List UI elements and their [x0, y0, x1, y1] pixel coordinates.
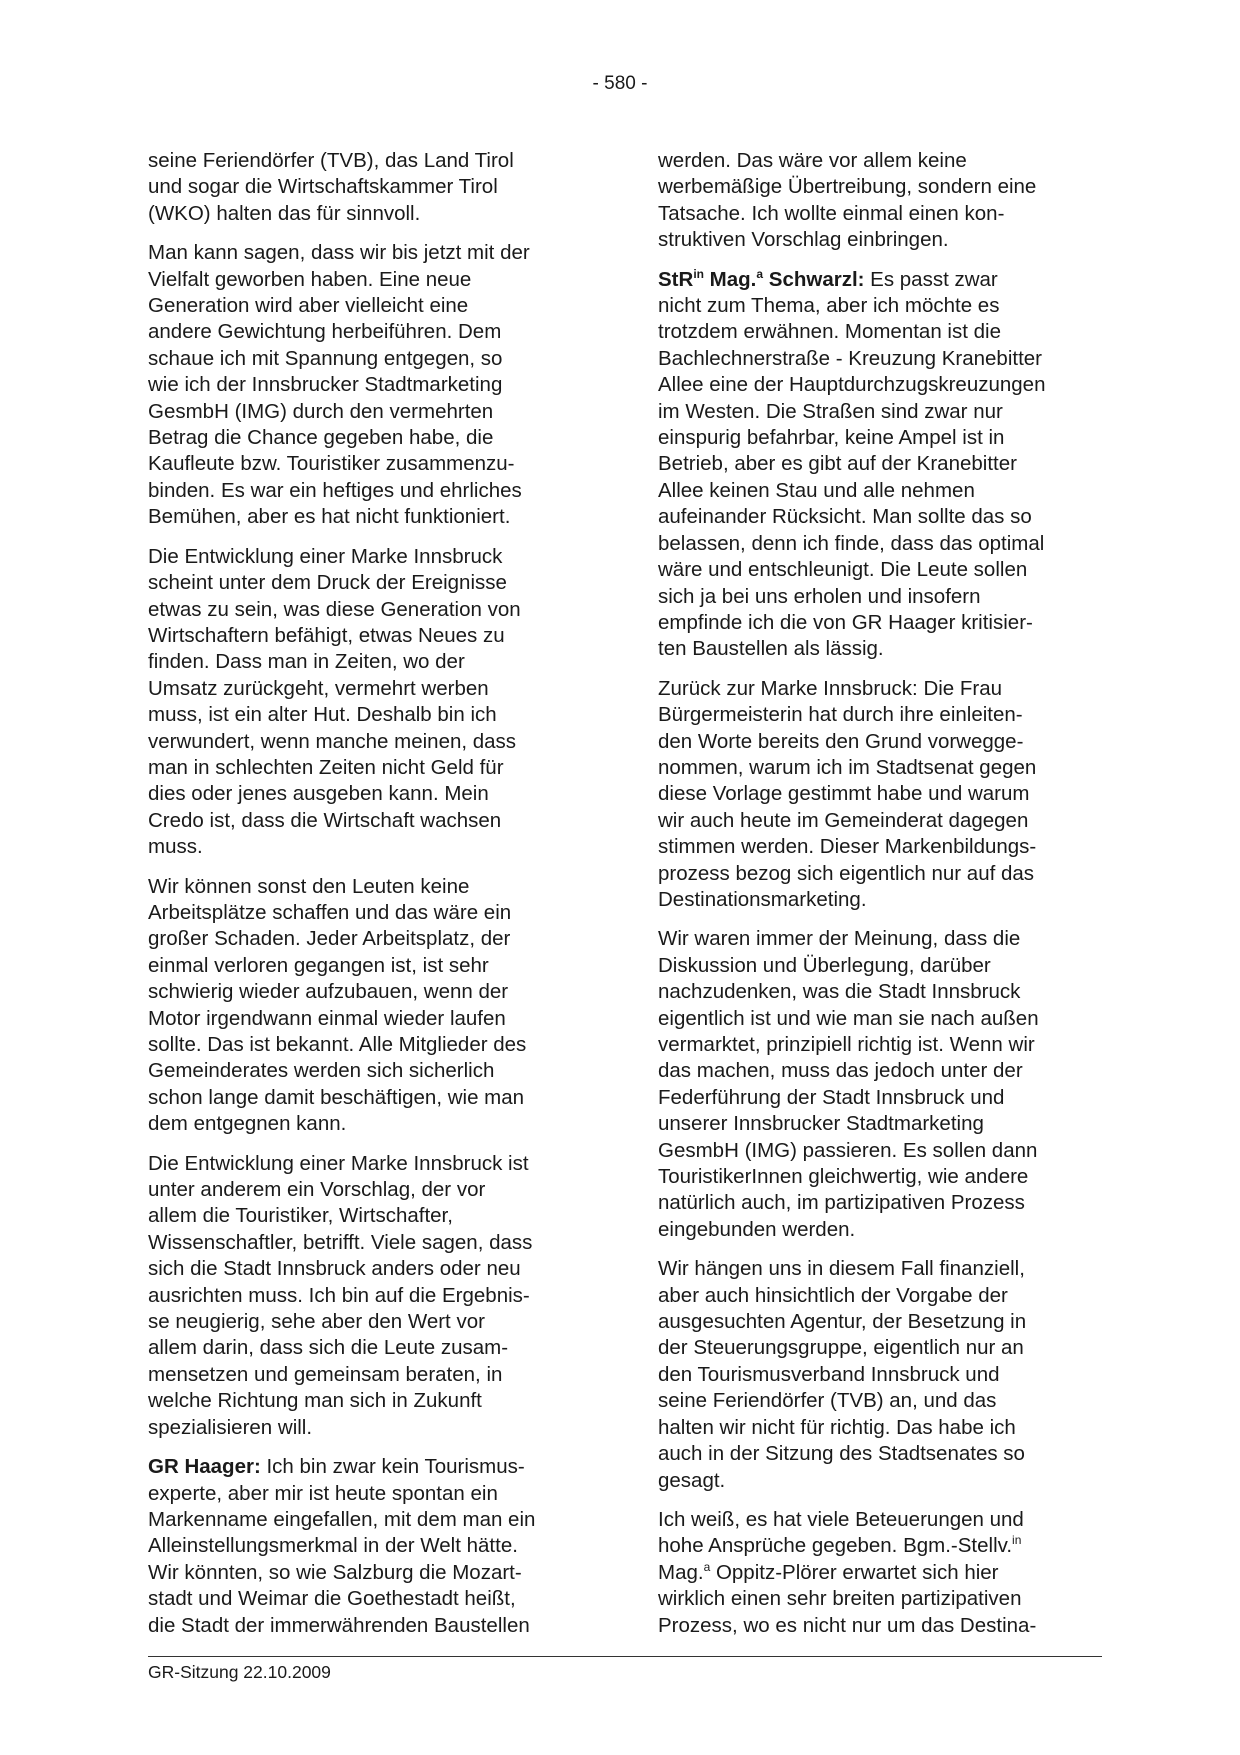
paragraph-str-schwarzl: [658, 267, 1098, 663]
text-line: Allee eine der Hauptdurchzugskreuzungen: [658, 373, 1046, 397]
text-line: werden. Das wäre vor allem keine: [658, 149, 967, 172]
text-line: TouristikerInnen gleichwertig, wie andere: [658, 1165, 1029, 1189]
text-line: den Worte bereits den Grund vorwegge-: [658, 729, 1024, 753]
speaker-part: StR: [658, 267, 694, 291]
text-line: werbemäßige Übertreibung, sondern eine: [658, 175, 1037, 199]
paragraph: [148, 544, 588, 861]
text-line: Umsatz zurückgeht, vermehrt werben: [148, 676, 489, 700]
paragraph: [148, 240, 588, 530]
text-line: etwas zu sein, was diese Generation von: [148, 597, 521, 621]
text-line: sich die Stadt Innsbruck anders oder neu: [148, 1257, 521, 1281]
text-line: Motor irgendwann einmal wieder laufen: [148, 1006, 506, 1030]
text-line: Wir hängen uns in diesem Fall finanziell,: [658, 1257, 1025, 1281]
text-line: struktiven Vorschlag einbringen.: [658, 228, 949, 252]
text-line: se neugierig, sehe aber den Wert vor: [148, 1310, 485, 1334]
text-line: ausrichten muss. Ich bin auf die Ergebnis-: [148, 1283, 530, 1307]
paragraph: [658, 1256, 1098, 1494]
text-line: Wir können sonst den Leuten keine: [148, 874, 470, 898]
text-line: Federführung der Stadt Innsbruck und: [658, 1085, 1005, 1109]
text-line: Wir waren immer der Meinung, dass die: [658, 927, 1021, 951]
text-line: Bemühen, aber es hat nicht funktioniert.: [148, 505, 511, 529]
text-line: unserer Innsbrucker Stadtmarketing: [658, 1112, 984, 1136]
text-line: großer Schaden. Jeder Arbeitsplatz, der: [148, 927, 511, 951]
paragraph: [148, 874, 588, 1138]
text-line: Die Entwicklung einer Marke Innsbruck ist: [148, 1151, 529, 1175]
text-line: spezialisieren will.: [148, 1415, 313, 1439]
text-line: Arbeitsplätze schaffen und das wäre ein: [148, 900, 512, 924]
text-line: Vielfalt geworben haben. Eine neue: [148, 267, 472, 291]
text-line: eigentlich ist und wie man sie nach außen: [658, 1006, 1039, 1030]
text-line: welche Richtung man sich in Zukunft: [148, 1389, 482, 1413]
text-line: Credo ist, dass die Wirtschaft wachsen: [148, 808, 502, 832]
text-line: belassen, denn ich finde, dass das optimal: [658, 531, 1045, 555]
footer-session-date: GR-Sitzung 22.10.2009: [148, 1662, 331, 1682]
text-line: der Steuerungsgruppe, eigentlich nur an: [658, 1336, 1024, 1360]
text-line: Kaufleute bzw. Touristiker zusammenzu-: [148, 452, 515, 476]
text-line: experte, aber mir ist heute spontan ein: [148, 1481, 498, 1505]
paragraph: [658, 676, 1098, 914]
text-line: Zurück zur Marke Innsbruck: Die Frau: [658, 676, 1003, 700]
text-line: nommen, warum ich im Stadtsenat gegen: [658, 755, 1037, 779]
text-line: Markenname eingefallen, mit dem man ein: [148, 1507, 536, 1531]
text-line: prozess bezog sich eigentlich nur auf das: [658, 861, 1035, 885]
text-line: seine Feriendörfer (TVB), das Land Tirol: [148, 149, 514, 172]
text-line: nachzudenken, was die Stadt Innsbruck: [658, 980, 1021, 1004]
text-fragment: Ich bin zwar kein Tourismus-: [260, 1455, 525, 1479]
paragraph-gr-haager: [148, 1454, 588, 1639]
speaker-part: Schwarzl:: [763, 267, 865, 291]
paragraph: [658, 148, 1098, 254]
text-line: allem darin, dass sich die Leute zusam-: [148, 1336, 509, 1360]
text-line: dies oder jenes ausgeben kann. Mein: [148, 782, 489, 806]
text-line: den Tourismusverband Innsbruck und: [658, 1362, 1000, 1386]
text-line: Diskussion und Überlegung, darüber: [658, 953, 991, 977]
text-line: Destinationsmarketing.: [658, 887, 867, 911]
superscript: a: [703, 1559, 711, 1574]
text-line: Wir könnten, so wie Salzburg die Mozart-: [148, 1560, 522, 1584]
left-column: [148, 148, 588, 1652]
superscript: a: [756, 266, 764, 281]
text-line: halten wir nicht für richtig. Das habe ich: [658, 1415, 1016, 1439]
text-line: Man kann sagen, dass wir bis jetzt mit der: [148, 241, 530, 265]
text-line: im Westen. Die Straßen sind zwar nur: [658, 399, 1003, 423]
text-line: mensetzen und gemeinsam beraten, in: [148, 1362, 503, 1386]
text-fragment: Mag.: [658, 1560, 704, 1584]
text-line: [658, 1560, 1098, 1586]
text-line: scheint unter dem Druck der Ereignisse: [148, 571, 507, 595]
text-line: eingebunden werden.: [658, 1217, 856, 1241]
text-line: ten Baustellen als lässig.: [658, 637, 884, 661]
speaker-name: GR Haager:: [148, 1455, 261, 1479]
text-line: Wissenschaftler, betrifft. Viele sagen, dass: [148, 1230, 533, 1254]
text-line: man in schlechten Zeiten nicht Geld für: [148, 755, 504, 779]
text-line: diese Vorlage gestimmt habe und warum: [658, 782, 1030, 806]
text-line: und sogar die Wirtschaftskammer Tirol: [148, 175, 498, 199]
text-line: seine Feriendörfer (TVB) an, und das: [658, 1389, 997, 1413]
text-line: Bachlechnerstraße - Kreuzung Kranebitter: [658, 346, 1043, 370]
text-line: nicht zum Thema, aber ich möchte es: [658, 294, 1000, 318]
text-line: gesagt.: [658, 1468, 726, 1492]
text-line: verwundert, wenn manche meinen, dass: [148, 729, 517, 753]
text-line: einmal verloren gegangen ist, ist sehr: [148, 953, 489, 977]
text-line: muss, ist ein alter Hut. Deshalb bin ich: [148, 703, 497, 727]
right-column: [658, 148, 1098, 1652]
text-line: GesmbH (IMG) durch den vermehrten: [148, 399, 494, 423]
text-line: [148, 1454, 588, 1480]
text-line: stadt und Weimar die Goethestadt heißt,: [148, 1587, 516, 1611]
text-line: stimmen werden. Dieser Markenbildungs-: [658, 835, 1037, 859]
text-line: (WKO) halten das für sinnvoll.: [148, 201, 421, 225]
text-line: Betrag die Chance gegeben habe, die: [148, 426, 494, 450]
text-line: Wirtschaftern befähigt, etwas Neues zu: [148, 623, 505, 647]
text-line: sollte. Das ist bekannt. Alle Mitglieder des: [148, 1033, 527, 1056]
text-line: vermarktet, prinzipiell richtig ist. Wenn wir: [658, 1033, 1035, 1056]
text-line: muss.: [148, 835, 203, 859]
text-line: wie ich der Innsbrucker Stadtmarketing: [148, 373, 503, 397]
text-line: Ich weiß, es hat viele Beteuerungen und: [658, 1507, 1024, 1531]
text-line: trotzdem erwähnen. Momentan ist die: [658, 320, 1001, 344]
text-line: schaue ich mit Spannung entgegen, so: [148, 346, 503, 370]
text-line: schwierig wieder aufzubauen, wenn der: [148, 980, 509, 1004]
text-line: aufeinander Rücksicht. Man sollte das so: [658, 505, 1032, 529]
text-line: Prozess, wo es nicht nur um das Destina-: [658, 1613, 1037, 1637]
text-line: schon lange damit beschäftigen, wie man: [148, 1085, 525, 1109]
text-fragment: Es passt zwar: [864, 267, 998, 291]
text-line: wäre und entschleunigt. Die Leute sollen: [658, 558, 1028, 582]
superscript: in: [693, 266, 704, 281]
text-line: ausgesuchten Agentur, der Besetzung in: [658, 1310, 1027, 1334]
page-number: - 580 -: [592, 73, 648, 94]
text-fragment: Oppitz-Plörer erwartet sich hier: [710, 1560, 999, 1584]
text-line: allem die Touristiker, Wirtschafter,: [148, 1204, 453, 1228]
footer-divider: [148, 1656, 1102, 1657]
speaker-part: Mag.: [703, 267, 757, 291]
text-line: Tatsache. Ich wollte einmal einen kon-: [658, 201, 1005, 225]
text-line: unter anderem ein Vorschlag, der vor: [148, 1178, 486, 1202]
text-line: auch in der Sitzung des Stadtsenates so: [658, 1442, 1025, 1466]
text-line: [658, 1533, 1098, 1559]
text-line: einspurig befahrbar, keine Ampel ist in: [658, 426, 1005, 450]
text-line: natürlich auch, im partizipativen Prozess: [658, 1191, 1025, 1215]
text-fragment: hohe Ansprüche gegeben. Bgm.-Stellv.: [658, 1534, 1013, 1558]
paragraph: [148, 1151, 588, 1441]
paragraph: [658, 1507, 1098, 1639]
text-line: das machen, muss das jedoch unter der: [658, 1059, 1023, 1083]
text-line: Generation wird aber vielleicht eine: [148, 294, 469, 318]
text-line: Bürgermeisterin hat durch ihre einleiten-: [658, 703, 1023, 727]
text-line: finden. Dass man in Zeiten, wo der: [148, 650, 465, 674]
speaker-name: [658, 268, 864, 291]
text-line: Betrieb, aber es gibt auf der Kranebitter: [658, 452, 1017, 476]
text-line: empfinde ich die von GR Haager kritisier-: [658, 610, 1033, 634]
text-line: GesmbH (IMG) passieren. Es sollen dann: [658, 1138, 1038, 1162]
text-line: [658, 267, 1098, 293]
paragraph: [148, 148, 588, 227]
paragraph: [658, 926, 1098, 1243]
text-line: wirklich einen sehr breiten partizipativen: [658, 1587, 1022, 1611]
text-line: die Stadt der immerwährenden Baustellen: [148, 1613, 530, 1637]
text-line: Die Entwicklung einer Marke Innsbruck: [148, 544, 503, 568]
text-line: aber auch hinsichtlich der Vorgabe der: [658, 1283, 1008, 1307]
text-line: Allee keinen Stau und alle nehmen: [658, 478, 975, 502]
text-line: binden. Es war ein heftiges und ehrliches: [148, 478, 522, 502]
text-line: Alleinstellungsmerkmal in der Welt hätte.: [148, 1534, 518, 1558]
superscript: in: [1012, 1533, 1022, 1548]
text-line: sich ja bei uns erholen und insofern: [658, 584, 981, 608]
text-line: Gemeinderates werden sich sicherlich: [148, 1059, 495, 1083]
text-line: dem entgegnen kann.: [148, 1112, 347, 1136]
text-line: wir auch heute im Gemeinderat dagegen: [658, 808, 1029, 832]
text-line: andere Gewichtung herbeiführen. Dem: [148, 320, 502, 344]
